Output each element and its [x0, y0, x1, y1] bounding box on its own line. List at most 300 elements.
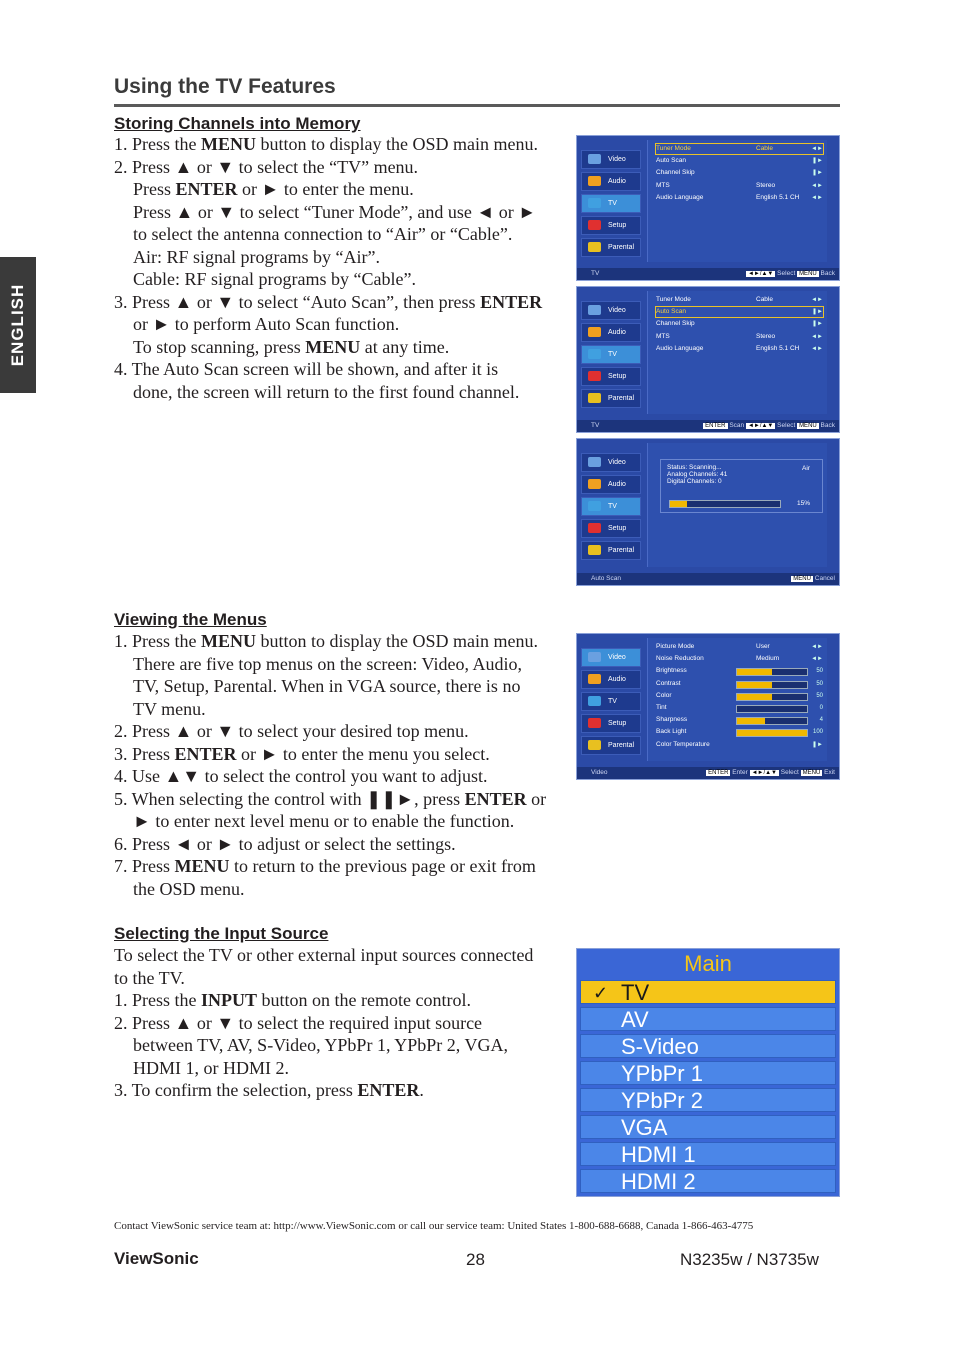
remote-key: ◄►/▲▼: [747, 423, 774, 429]
setup-icon: [588, 718, 601, 728]
text-span: or ► to enter the menu you select.: [236, 743, 490, 764]
text-span: Press ▲ or ▼ to select “Tuner Mode”, and use ◄ or ►: [133, 201, 537, 222]
parental-icon: [588, 242, 601, 252]
osd-row-label: Brightness: [656, 667, 687, 675]
video-icon: [588, 652, 601, 662]
level-bar: [736, 681, 808, 689]
tv-icon: [588, 501, 601, 511]
key-term: ENTER: [175, 179, 238, 199]
text-span: 2. Press ▲ or ▼ to select the required input source: [114, 1012, 483, 1033]
hint-text: Exit: [822, 769, 835, 776]
osd-menu-item-audio[interactable]: [581, 323, 641, 342]
osd-menu-item-setup[interactable]: [581, 519, 641, 538]
viewing-instructions: [114, 630, 574, 900]
input-instructions: [114, 944, 574, 1102]
osd-row-label: Contrast: [656, 679, 681, 687]
text-span: button to display the OSD main menu.: [256, 134, 538, 154]
instruction-line: [114, 156, 574, 179]
model-number: N3235w / N3735w: [680, 1250, 819, 1269]
text-span: 6. Press ◄ or ► to adjust or select the settings.: [114, 833, 456, 854]
arrow-icon: ❚►: [812, 309, 823, 316]
instruction-line: [114, 223, 574, 246]
input-source-label: HDMI 2: [621, 1169, 696, 1194]
text-span: HDMI 1, or HDMI 2.: [133, 1057, 289, 1078]
osd-footer: [577, 420, 839, 432]
osd-row-value: English 5.1 CH: [756, 193, 800, 201]
arrow-icon: ◄►: [811, 146, 823, 152]
osd-row-value: Medium: [756, 655, 780, 663]
text-span: 3. Press ▲ or ▼ to select “Auto Scan”, then press: [114, 291, 481, 312]
scan-status-box: [660, 459, 823, 513]
osd-row[interactable]: [656, 691, 823, 701]
audio-icon: [588, 479, 601, 489]
instruction-line: [114, 698, 574, 721]
osd-row[interactable]: [656, 344, 823, 354]
osd-menu-label: Video: [608, 156, 626, 163]
video-icon: [588, 305, 601, 315]
text-span: or ► to enter the menu.: [237, 179, 414, 199]
osd-footer-hints: [706, 767, 835, 779]
osd-row[interactable]: [656, 642, 823, 652]
input-source-label: HDMI 1: [621, 1142, 696, 1167]
arrow-icon: ◄►: [811, 333, 823, 340]
osd-row-label: Back Light: [656, 728, 687, 736]
hint-text: Back: [818, 270, 835, 277]
osd-menu-label: Audio: [608, 481, 626, 488]
level-bar: [736, 668, 808, 676]
check-icon: ✓: [593, 983, 609, 1003]
section-heading-storing: Storing Channels into Memory: [114, 114, 361, 133]
instruction-line: [114, 1012, 574, 1035]
osd-row-label: Auto Scan: [656, 157, 686, 165]
input-menu-title: Main: [684, 951, 732, 976]
osd-row-label: Picture Mode: [656, 643, 695, 650]
osd-menu-label: Parental: [608, 244, 635, 251]
instruction-line: [114, 833, 574, 856]
osd-footer: [577, 573, 839, 585]
audio-icon: [588, 674, 601, 684]
text-span: 2. Press ▲ or ▼ to select your desired top menu.: [114, 721, 469, 741]
input-source-ypbpr-2[interactable]: [580, 1088, 836, 1112]
contact-line: Contact ViewSonic service team at: http://www.ViewSonic.com or call our service team: United States 1-800-688-6688, Canada 1-866-463-4775: [114, 1220, 754, 1232]
level-fill: [737, 669, 772, 675]
osd-menu-item-video[interactable]: [581, 301, 641, 320]
level-fill: [737, 718, 765, 724]
tv-icon: [588, 198, 601, 208]
text-span: To stop scanning, press: [133, 336, 306, 357]
osd-row[interactable]: [656, 740, 823, 750]
osd-footer: [577, 268, 839, 280]
text-span: There are five top menus on the screen: Video, Audio,: [133, 653, 522, 674]
video-icon: [588, 154, 601, 164]
instruction-line: [114, 133, 574, 156]
osd-menu-item-parental[interactable]: [581, 389, 641, 408]
arrow-icon: ◄►: [811, 345, 823, 352]
osd-row-label: Sharpness: [656, 716, 688, 724]
instruction-line: [114, 944, 574, 967]
instruction-line: [114, 246, 574, 269]
key-term: MENU: [201, 134, 256, 154]
osd-row[interactable]: [656, 332, 823, 342]
osd-screen-tuner-mode: [576, 135, 840, 281]
text-span: to the TV.: [114, 967, 185, 988]
tv-icon: [588, 349, 601, 359]
osd-menu-label: TV: [608, 351, 617, 358]
key-term: MENU: [174, 856, 230, 876]
text-span: between TV, AV, S-Video, YPbPr 1, YPbPr 2, VGA,: [133, 1035, 508, 1055]
text-span: 1. Press the: [114, 990, 201, 1010]
osd-panel: [647, 638, 827, 761]
language-label: ENGLISH: [8, 283, 27, 367]
osd-footer-label: Video: [591, 769, 608, 776]
remote-key: ◄►/▲▼: [751, 770, 777, 776]
osd-screen-auto-scan: [576, 286, 840, 433]
osd-menu-label: Setup: [608, 222, 627, 229]
level-bar: [736, 693, 808, 701]
page-title: Using the TV Features: [114, 75, 336, 98]
input-source-hdmi-2[interactable]: [580, 1169, 836, 1193]
osd-row-value: 4: [819, 717, 823, 724]
text-span: 4. Use ▲▼ to select the control you want to adjust.: [114, 766, 488, 786]
hint-text: Select: [778, 769, 801, 776]
text-span: the OSD menu.: [133, 878, 245, 899]
instruction-line: [114, 743, 574, 766]
setup-icon: [588, 371, 601, 381]
osd-footer-hints: [791, 573, 835, 585]
key-term: MENU: [305, 336, 361, 357]
osd-menu-item-tv[interactable]: [581, 692, 641, 711]
hint-text: Back: [818, 422, 835, 429]
level-bar: [736, 705, 808, 713]
osd-row[interactable]: [656, 193, 823, 203]
input-source-vga[interactable]: [580, 1115, 836, 1139]
osd-row[interactable]: [656, 319, 823, 329]
language-tab: [0, 257, 36, 393]
osd-menu-item-video[interactable]: [581, 648, 641, 667]
scan-status: Status: Scanning...: [667, 464, 722, 471]
osd-row[interactable]: [656, 666, 823, 676]
arrow-icon: ❚►: [812, 158, 823, 165]
osd-sidebar: [581, 301, 641, 411]
input-source-label: AV: [621, 1007, 649, 1032]
storing-instructions: [114, 133, 574, 403]
osd-row-value: 50: [816, 680, 823, 687]
osd-panel: [647, 291, 827, 414]
scan-progress-bar: [669, 500, 781, 508]
remote-key: MENU: [802, 770, 821, 776]
text-span: done, the screen will return to the first found channel.: [133, 381, 520, 402]
osd-menu-label: TV: [608, 503, 617, 510]
instruction-line: [114, 967, 574, 990]
text-span: 5. When selecting the control with ❚❚►, press: [114, 788, 465, 809]
osd-row[interactable]: [656, 181, 823, 191]
osd-menu-label: TV: [608, 698, 617, 705]
osd-row-label: MTS: [656, 332, 670, 340]
osd-menu-label: Setup: [608, 373, 627, 380]
instruction-line: [114, 336, 574, 359]
section-heading-input: Selecting the Input Source: [114, 924, 329, 943]
osd-menu-label: Parental: [608, 547, 635, 554]
instruction-line: [114, 765, 574, 788]
remote-key: ENTER: [708, 770, 729, 776]
osd-row-label: Audio Language: [656, 193, 704, 201]
osd-row-value: Stereo: [756, 181, 776, 189]
level-fill: [737, 694, 772, 700]
instruction-line: [114, 201, 574, 224]
text-span: To select the TV or other external input sources connected: [114, 945, 534, 965]
input-source-label: S-Video: [621, 1034, 699, 1059]
setup-icon: [588, 220, 601, 230]
instruction-line: [114, 291, 574, 314]
input-source-s-video[interactable]: [580, 1034, 836, 1058]
osd-menu-item-audio[interactable]: [581, 475, 641, 494]
text-span: ► to enter next level menu or to enable the function.: [133, 811, 515, 831]
osd-row[interactable]: [656, 654, 823, 664]
osd-menu-label: Audio: [608, 329, 626, 336]
text-span: Cable: RF signal programs by “Cable”.: [133, 269, 416, 289]
osd-row[interactable]: [656, 156, 823, 166]
osd-menu-item-audio[interactable]: [581, 172, 641, 191]
osd-row-value: User: [756, 643, 770, 650]
input-source-menu: [576, 948, 840, 1197]
key-term: INPUT: [201, 990, 258, 1010]
level-bar: [736, 729, 808, 737]
text-span: Press: [133, 179, 176, 199]
text-span: to return to the previous page or exit from: [229, 856, 536, 876]
remote-key: ENTER: [705, 423, 726, 429]
osd-row[interactable]: [656, 703, 823, 713]
osd-menu-item-parental[interactable]: [581, 541, 641, 560]
text-span: TV menu.: [133, 698, 206, 719]
title-divider: [114, 104, 840, 107]
input-source-tv[interactable]: [580, 980, 836, 1004]
osd-row-label: Tuner Mode: [656, 296, 691, 303]
osd-menu-item-tv[interactable]: [581, 497, 641, 516]
osd-row[interactable]: [656, 307, 823, 317]
arrow-icon: ◄►: [811, 194, 823, 201]
text-span: button to display the OSD main menu.: [256, 631, 538, 651]
osd-row-label: Color: [656, 691, 672, 699]
osd-menu-label: Video: [608, 307, 626, 314]
osd-menu-item-setup[interactable]: [581, 367, 641, 386]
osd-footer-hints: [703, 420, 835, 432]
instruction-line: [114, 855, 574, 878]
osd-row-value: 50: [816, 692, 823, 699]
text-span: 2. Press ▲ or ▼ to select the “TV” menu.: [114, 156, 419, 177]
text-span: or ► to perform Auto Scan function.: [133, 314, 400, 334]
level-fill: [737, 682, 772, 688]
remote-key: ◄►/▲▼: [747, 271, 774, 277]
osd-menu-label: Video: [608, 654, 626, 661]
osd-row-label: Tuner Mode: [656, 145, 691, 152]
osd-panel: [647, 140, 827, 262]
instruction-line: [114, 178, 574, 201]
instruction-line: [114, 268, 574, 291]
osd-menu-item-audio[interactable]: [581, 670, 641, 689]
arrow-icon: ❚►: [812, 321, 823, 328]
text-span: Air: RF signal programs by “Air”.: [133, 246, 380, 267]
instruction-line: [114, 1057, 574, 1080]
input-source-ypbpr-1[interactable]: [580, 1061, 836, 1085]
osd-row-label: Noise Reduction: [656, 655, 704, 663]
instruction-line: [114, 313, 574, 336]
instruction-line: [114, 1034, 574, 1057]
osd-row[interactable]: [656, 727, 823, 737]
osd-row[interactable]: [656, 295, 823, 305]
instruction-line: [114, 381, 574, 404]
osd-menu-label: Audio: [608, 178, 626, 185]
level-fill: [737, 730, 807, 736]
osd-row-label: Channel Skip: [656, 320, 695, 328]
osd-row-label: Audio Language: [656, 344, 704, 352]
remote-key: MENU: [799, 271, 817, 277]
hint-text: Cancel: [812, 575, 835, 582]
setup-icon: [588, 523, 601, 533]
level-bar: [736, 717, 808, 725]
text-span: TV, Setup, Parental. When in VGA source, there is no: [133, 676, 521, 696]
text-span: or: [526, 788, 547, 809]
osd-menu-item-parental[interactable]: [581, 238, 641, 257]
arrow-icon: ◄►: [811, 297, 823, 303]
osd-footer-label: TV: [591, 422, 600, 429]
input-source-av[interactable]: [580, 1007, 836, 1031]
osd-row-value: 50: [816, 668, 823, 675]
osd-footer-hints: [746, 268, 835, 280]
text-span: 3. Press: [114, 743, 175, 764]
osd-row-value: Stereo: [756, 332, 776, 340]
arrow-icon: ❚►: [812, 170, 823, 177]
key-term: ENTER: [480, 291, 543, 312]
osd-screen-video-menu: [576, 633, 840, 780]
key-term: MENU: [201, 631, 256, 651]
text-span: 3. To confirm the selection, press: [114, 1080, 358, 1100]
osd-row-value: 100: [812, 729, 823, 736]
key-term: ENTER: [464, 788, 527, 809]
osd-row-label: MTS: [656, 181, 670, 189]
instruction-line: [114, 720, 574, 743]
osd-panel: [647, 443, 827, 567]
instruction-line: [114, 358, 574, 381]
osd-row-label: Color Temperature: [656, 740, 710, 748]
osd-menu-item-video[interactable]: [581, 150, 641, 169]
instruction-line: [114, 788, 574, 811]
osd-menu-label: Parental: [608, 395, 635, 402]
text-span: 4. The Auto Scan screen will be shown, and after it is: [114, 359, 499, 379]
hint-text: Scan: [727, 422, 746, 429]
key-term: ENTER: [174, 743, 237, 764]
arrow-icon: ◄►: [811, 656, 823, 663]
instruction-line: [114, 878, 574, 901]
osd-footer: [577, 767, 839, 779]
osd-menu-label: Audio: [608, 676, 626, 683]
osd-menu-item-parental[interactable]: [581, 736, 641, 755]
key-term: ENTER: [357, 1080, 420, 1100]
remote-key: MENU: [793, 576, 811, 582]
audio-icon: [588, 327, 601, 337]
osd-menu-item-tv[interactable]: [581, 194, 641, 213]
osd-row[interactable]: [656, 144, 823, 154]
instruction-line: [114, 675, 574, 698]
osd-row-value: English 5.1 CH: [756, 344, 800, 352]
osd-menu-label: TV: [608, 200, 617, 207]
osd-menu-item-tv[interactable]: [581, 345, 641, 364]
text-span: 1. Press the: [114, 631, 201, 651]
osd-menu-label: Setup: [608, 720, 627, 727]
instruction-line: [114, 989, 574, 1012]
tv-icon: [588, 696, 601, 706]
arrow-icon: ◄►: [811, 644, 823, 650]
remote-key: MENU: [799, 423, 817, 429]
osd-menu-item-setup[interactable]: [581, 714, 641, 733]
osd-row-value: Cable: [756, 145, 773, 152]
text-span: to select the antenna connection to “Air” or “Cable”.: [133, 224, 513, 244]
page-number: 28: [466, 1250, 485, 1269]
parental-icon: [588, 393, 601, 403]
audio-icon: [588, 176, 601, 186]
parental-icon: [588, 740, 601, 750]
osd-menu-item-setup[interactable]: [581, 216, 641, 235]
osd-screen-scanning: [576, 438, 840, 586]
osd-sidebar: [581, 648, 641, 758]
text-span: .: [419, 1080, 424, 1100]
parental-icon: [588, 545, 601, 555]
input-source-label: YPbPr 2: [621, 1088, 703, 1113]
osd-row-value: 0: [819, 705, 823, 711]
tuner-mode-value: Air: [802, 465, 810, 472]
input-source-hdmi-1[interactable]: [580, 1142, 836, 1166]
arrow-icon: ❚►: [812, 741, 823, 748]
osd-footer-label: Auto Scan: [591, 575, 621, 582]
hint-text: Select: [775, 422, 798, 429]
analog-count: Analog Channels: 41: [667, 471, 728, 478]
instruction-line: [114, 810, 574, 833]
section-heading-viewing: Viewing the Menus: [114, 610, 267, 629]
osd-row-value: Cable: [756, 296, 773, 303]
arrow-icon: ◄►: [811, 182, 823, 189]
hint-text: Select: [775, 270, 798, 277]
osd-footer-label: TV: [591, 270, 600, 277]
digital-count: Digital Channels: 0: [667, 478, 722, 485]
osd-row[interactable]: [656, 715, 823, 725]
instruction-line: [114, 653, 574, 676]
text-span: 1. Press the: [114, 134, 201, 154]
osd-row-label: Channel Skip: [656, 169, 695, 177]
footer-brand: ViewSonic: [114, 1249, 199, 1268]
osd-sidebar: [581, 453, 641, 563]
hint-text: Enter: [730, 769, 750, 776]
text-span: at any time.: [360, 336, 450, 357]
osd-row[interactable]: [656, 679, 823, 689]
osd-menu-label: Parental: [608, 742, 635, 749]
osd-menu-label: Video: [608, 459, 626, 466]
scan-progress-text: 15%: [796, 500, 810, 507]
osd-row-label: Tint: [656, 704, 667, 711]
input-source-label: TV: [621, 980, 650, 1005]
text-span: 7. Press: [114, 856, 175, 876]
osd-menu-item-video[interactable]: [581, 453, 641, 472]
osd-row-label: Auto Scan: [656, 308, 686, 316]
instruction-line: [114, 1079, 574, 1102]
input-source-label: VGA: [621, 1115, 668, 1140]
osd-row[interactable]: [656, 168, 823, 178]
instruction-line: [114, 630, 574, 653]
osd-menu-label: Setup: [608, 525, 627, 532]
text-span: button on the remote control.: [257, 990, 471, 1010]
scan-progress-fill: [670, 501, 687, 507]
input-source-label: YPbPr 1: [621, 1061, 703, 1086]
video-icon: [588, 457, 601, 467]
osd-sidebar: [581, 150, 641, 260]
